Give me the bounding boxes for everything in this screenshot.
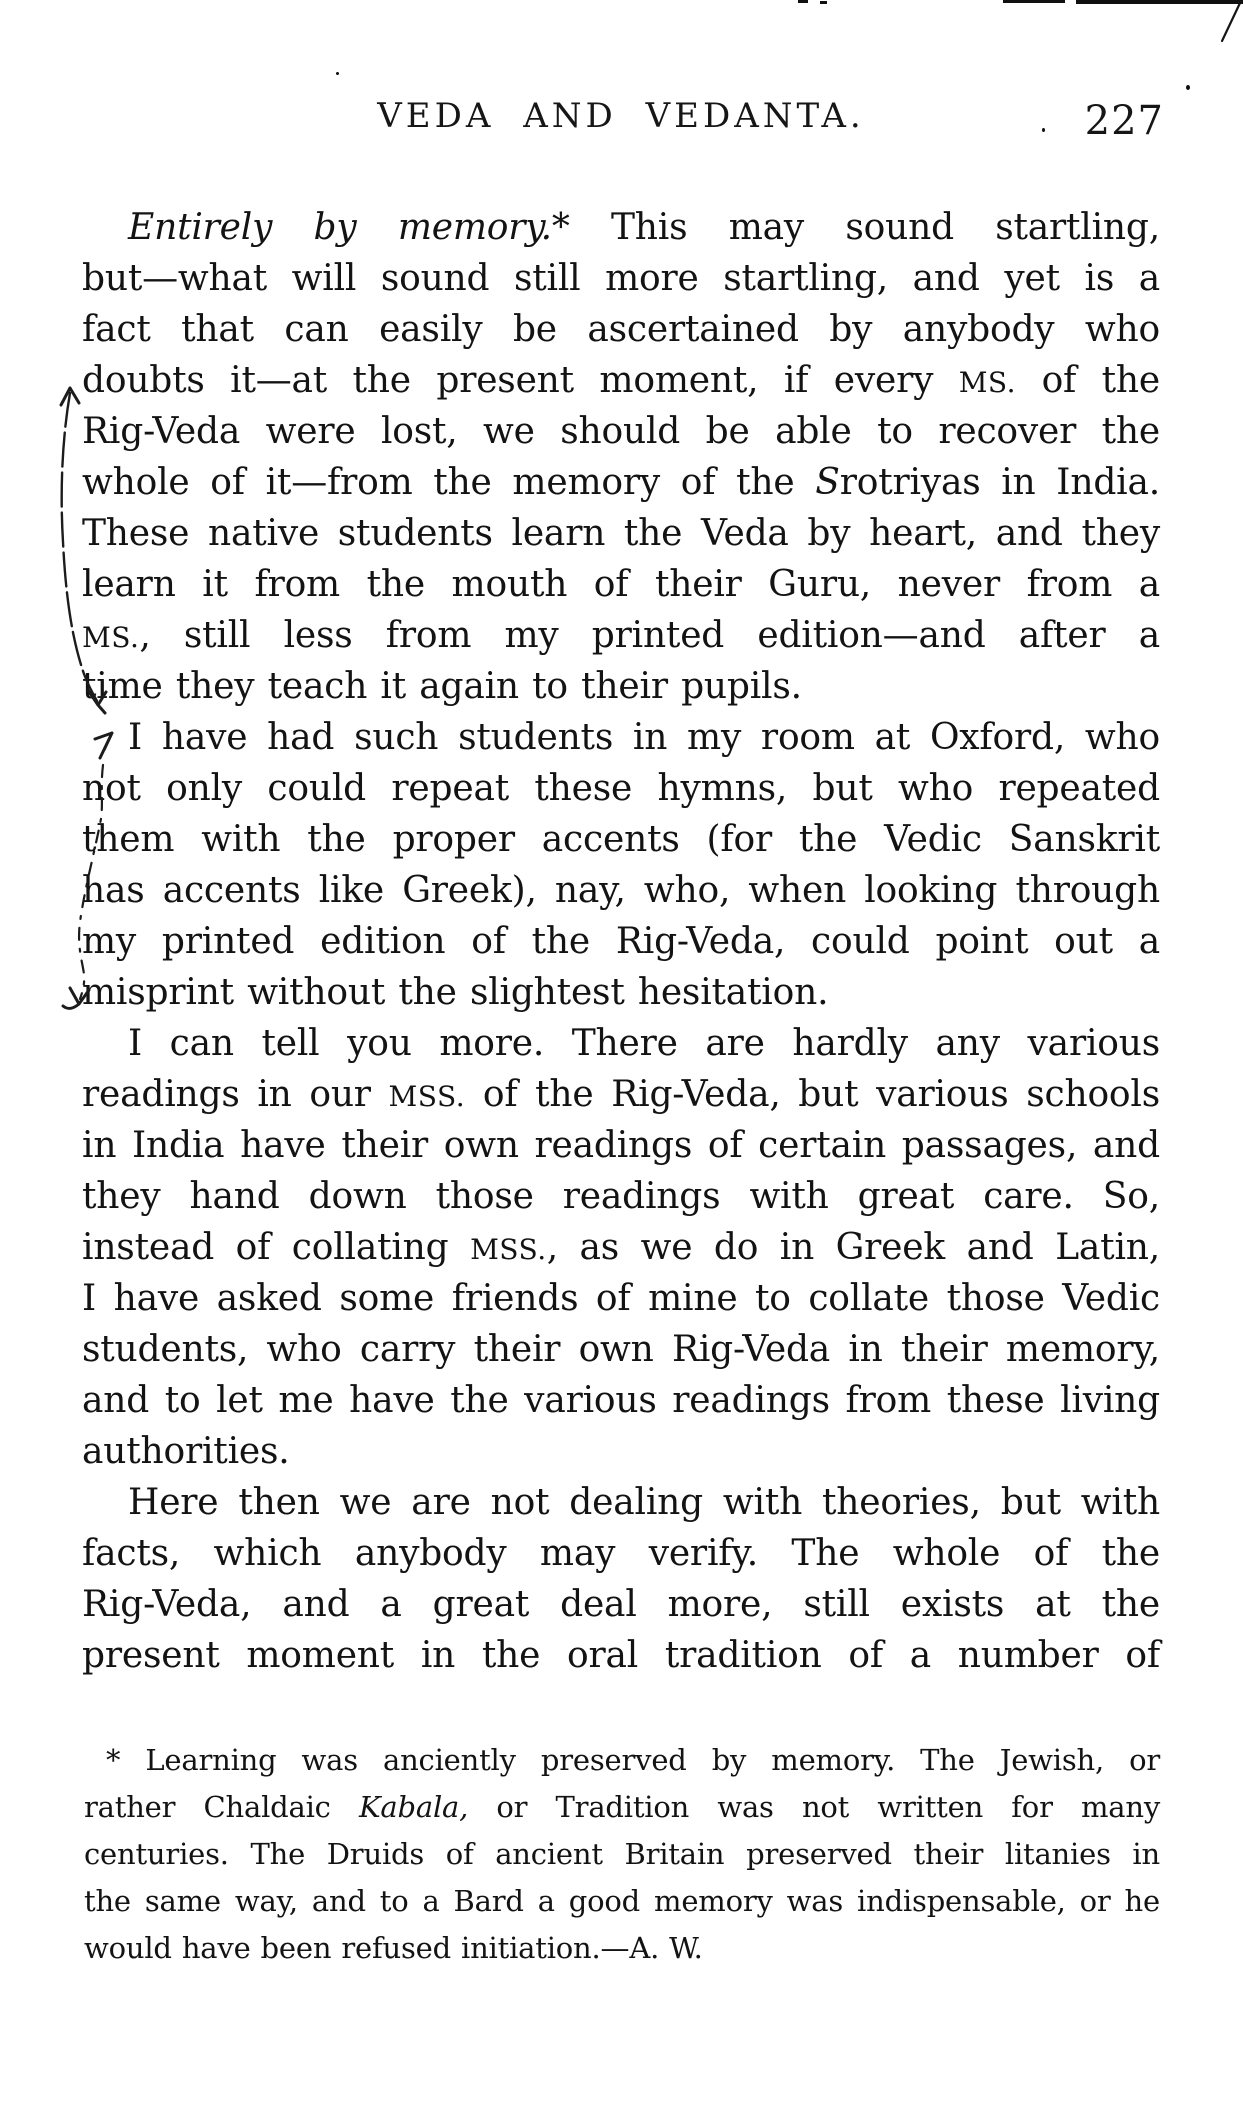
text-line [84,1784,1160,1831]
paragraph [82,1018,1160,1477]
text: students, who carry their own Rig-Veda in their memory, [82,1329,1160,1370]
ink-speck [798,0,808,3]
text-line [84,1737,1160,1784]
ink-speck [336,72,339,75]
text-line [82,1375,1160,1426]
footnote [84,1737,1160,1972]
text-line [82,1630,1160,1681]
text-line [82,304,1160,355]
ink-speck [1042,128,1045,132]
page-header-title: VEDA AND VEDANTA. [377,96,865,136]
text-line [82,1222,1160,1273]
text: them with the proper accents (for the Vedic Sanskrit [82,819,1160,860]
text-line [82,610,1160,661]
text: readings in our [82,1074,389,1115]
torn-edge-top-right [1003,0,1065,3]
text: I can tell you more. There are hardly any various [128,1023,1160,1064]
text: or Tradition was not written for many [468,1790,1161,1824]
text-line [82,916,1160,967]
page-number: 227 [1084,98,1164,144]
text: instead of collating [82,1227,471,1268]
paragraph [82,712,1160,1018]
text-line [82,1426,1160,1477]
paragraph [82,1477,1160,1681]
text: , still less from my printed edition—and after a [139,615,1160,656]
text: Rig-Veda were lost, we should be able to recover the [82,411,1160,452]
text-line [82,1171,1160,1222]
text-line [82,202,1160,253]
text: and to let me have the various readings from these living [82,1380,1160,1421]
text: misprint without the slightest hesitation. [82,972,829,1013]
text-line [82,457,1160,508]
text-line [82,508,1160,559]
text-line [82,253,1160,304]
text: rotriyas in India. [839,462,1160,503]
text: * Learning was anciently preserved by memory. The Jewish, or [106,1743,1160,1777]
text-line [82,814,1160,865]
page-crease-mark [1222,3,1240,41]
italic-text: Kabala, [358,1790,469,1824]
text: fact that can easily be ascertained by anybody who [82,309,1160,350]
smallcaps-text: MS. [958,366,1017,399]
text-line [82,1528,1160,1579]
text: , as we do in Greek and Latin, [546,1227,1160,1268]
text: in India have their own readings of certain passages, and [82,1125,1160,1166]
text: Rig-Veda, and a great deal more, still exists at the [82,1584,1160,1625]
text: learn it from the mouth of their Guru, never from a [82,564,1160,605]
text-line [82,1069,1160,1120]
text: These native students learn the Veda by heart, and they [82,513,1160,554]
smallcaps-text: MSS. [470,1233,547,1266]
ink-speck [1186,85,1190,90]
text: they hand down those readings with great care. So, [82,1176,1160,1217]
text: of the Rig-Veda, but various schools [465,1074,1160,1115]
smallcaps-text: MS. [82,621,140,654]
italic-text: S [815,462,840,503]
text: would have been refused initiation.—A. W. [84,1931,703,1965]
text: has accents like Greek), nay, who, when looking through [82,870,1160,911]
text: whole of it—from the memory of the [82,462,816,503]
pencil-up-arrowhead [61,388,79,405]
text-line [84,1878,1160,1925]
text: This may sound startling, [569,207,1161,248]
text-line [82,559,1160,610]
text: but—what will sound still more startling, and yet is a [82,258,1160,299]
text: of the [1016,360,1160,401]
text: I have asked some friends of mine to collate those Vedic [82,1278,1160,1319]
text: time they teach it again to their pupils. [82,666,802,707]
text-line [82,967,1160,1018]
text: centuries. The Druids of ancient Britain preserved their litanies in [84,1837,1160,1871]
italic-text: Entirely by memory.* [128,207,570,248]
text-line [82,1324,1160,1375]
text: I have had such students in my room at Oxford, who [128,717,1160,758]
text-line [82,406,1160,457]
text-line [82,1018,1160,1069]
text: rather Chaldaic [84,1790,359,1824]
running-head [82,96,1164,148]
body-text [82,202,1160,1681]
paragraph [82,202,1160,712]
text: authorities. [82,1431,290,1472]
torn-edge-top-right [1076,0,1243,4]
text-line [82,1477,1160,1528]
smallcaps-text: MSS. [388,1080,466,1113]
text-line [82,712,1160,763]
text-line [82,661,1160,712]
text-line [84,1831,1160,1878]
text: doubts it—at the present moment, if every [82,360,959,401]
text: facts, which anybody may verify. The whole of the [82,1533,1160,1574]
text: my printed edition of the Rig-Veda, could point out a [82,921,1160,962]
ink-speck [820,1,827,4]
text: present moment in the oral tradition of a number of [82,1635,1160,1676]
text-line [82,763,1160,814]
text-line [82,1120,1160,1171]
text-line [84,1925,1160,1972]
text-line [82,1273,1160,1324]
text: Here then we are not dealing with theories, but with [128,1482,1160,1523]
text-line [82,355,1160,406]
text-line [82,1579,1160,1630]
text-line [82,865,1160,916]
text: the same way, and to a Bard a good memory was indispensable, or he [84,1884,1160,1918]
text: not only could repeat these hymns, but who repeated [82,768,1160,809]
